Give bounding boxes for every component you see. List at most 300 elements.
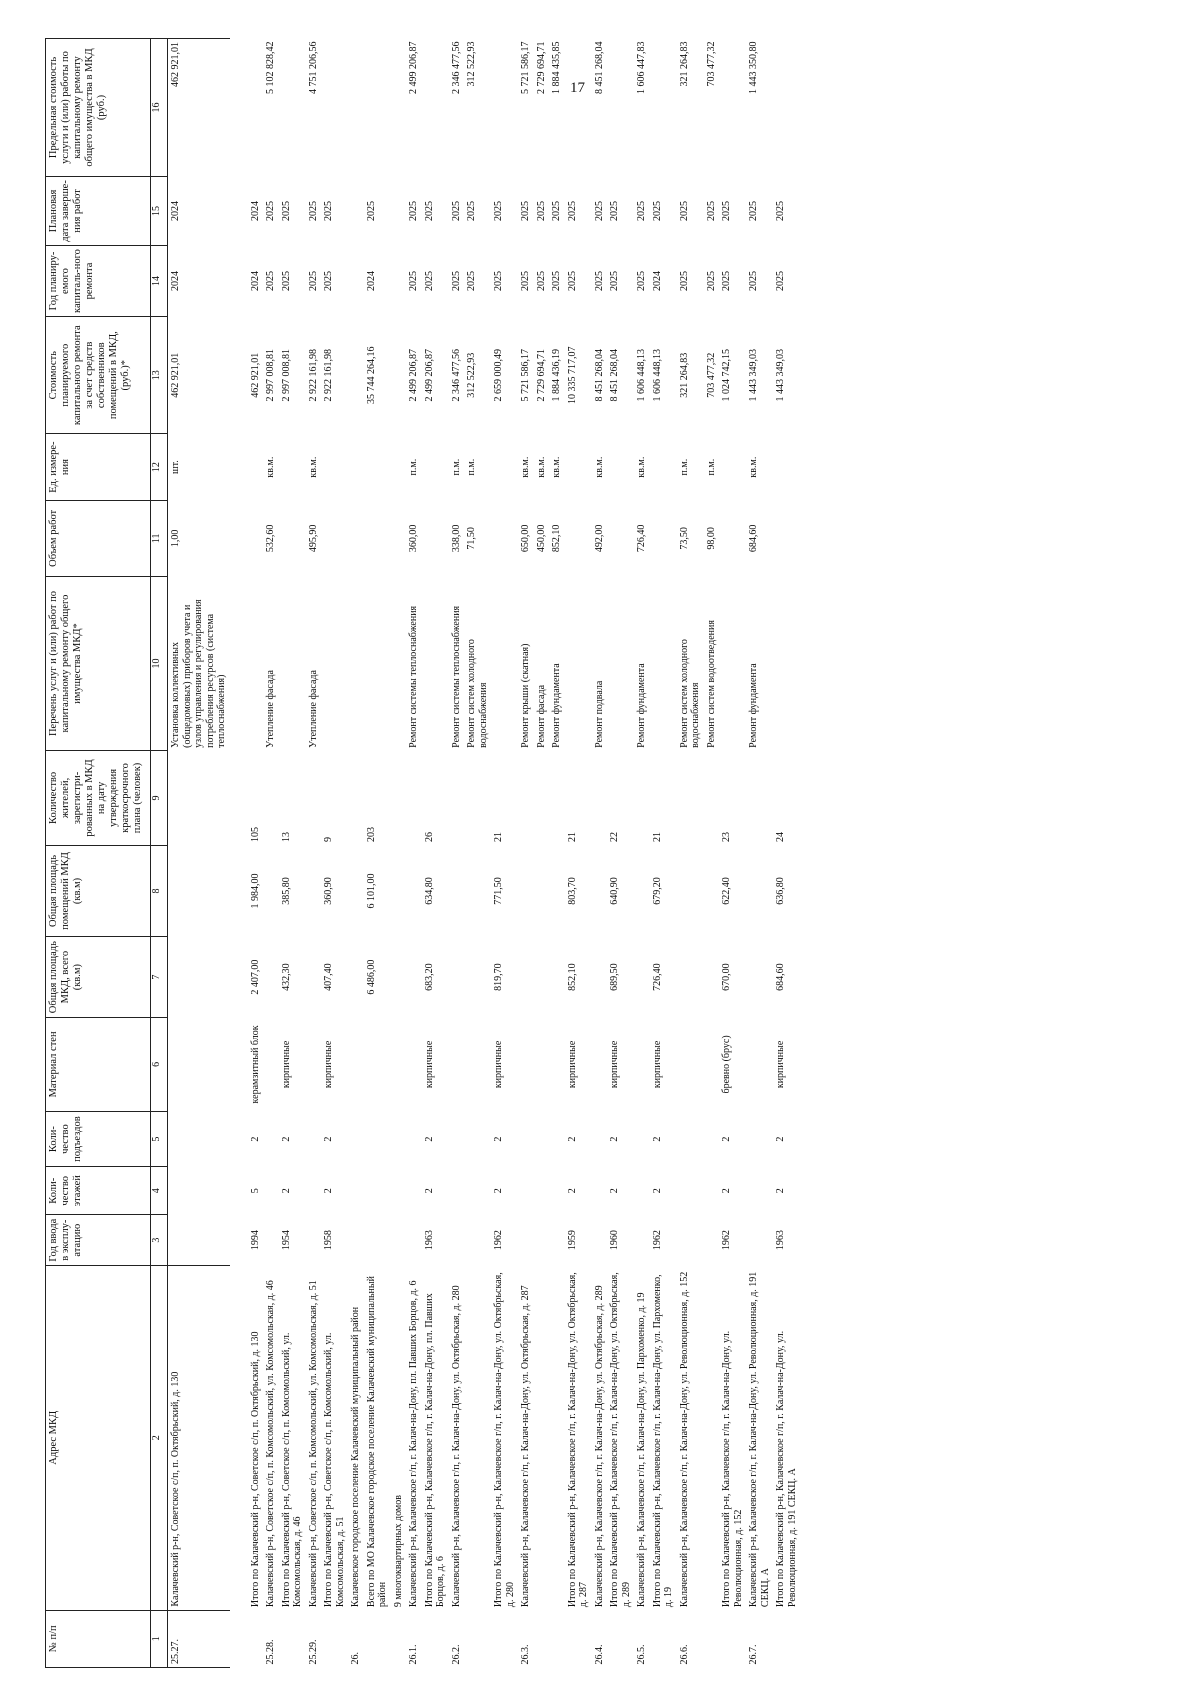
table-cell: 2024: [249, 271, 261, 292]
table-cell: 2024: [249, 200, 261, 221]
table-cell: 5: [249, 1188, 261, 1194]
table-cell: [306, 1112, 322, 1167]
table-cell: [677, 1112, 704, 1167]
table-cell: Итого по Калачевский р-н, Советское с/п, п. Октябрьский, д. 130: [249, 1331, 261, 1608]
table-row: [650, 39, 677, 1668]
table-cell: Калачевский р-н, Калачевское г/п, г. Калач-на-Дону, ул. Революционная, д. 152: [678, 1271, 690, 1608]
table-cell: [534, 1610, 550, 1667]
table-cell: 2025: [280, 200, 292, 221]
table-cell: Итого по Калачевский р-н, Калачевское г/п, г. Калач-на-Дону, пл. Павших Борцов, д. 6: [423, 1293, 446, 1608]
table-cell: 26.7.: [748, 1644, 759, 1665]
table-cell: [565, 39, 592, 177]
header-cell: Коли-чество подъездов: [46, 1112, 151, 1167]
table-cell: [230, 937, 248, 1017]
table-cell: [677, 751, 704, 845]
column-number: 15: [151, 176, 168, 245]
table-cell: [650, 576, 677, 751]
table-cell: 2 922 161,98: [323, 348, 334, 402]
table-cell: [549, 1215, 565, 1266]
table-cell: [406, 1215, 422, 1266]
table-cell: 26.4.: [593, 1644, 605, 1665]
table-cell: Ремонт системы теплоснабжения: [408, 605, 419, 748]
table-cell: 2: [721, 1188, 732, 1194]
table-cell: кв.м.: [535, 456, 547, 478]
table-cell: 10 335 717,07: [566, 346, 578, 404]
table-cell: [464, 1265, 491, 1610]
table-cell: [634, 1167, 650, 1215]
table-cell: [391, 1167, 407, 1215]
table-cell: 2024: [365, 271, 377, 292]
table-cell: 26.1.: [408, 1644, 419, 1665]
table-row: [491, 39, 518, 1668]
table-cell: кирпичные: [280, 1040, 292, 1089]
table-row: [534, 39, 550, 1668]
capital-repair-table: [45, 38, 800, 1668]
table-cell: [263, 1215, 279, 1266]
table-cell: 2: [493, 1136, 504, 1142]
table-cell: [677, 845, 704, 937]
table-cell: Калачевский р-н, Советское с/п, п. Октябрьский, д. 130: [168, 1265, 230, 1610]
table-cell: 2025: [535, 200, 547, 221]
table-cell: [348, 317, 364, 434]
table-cell: [518, 1112, 534, 1167]
table-cell: [348, 245, 364, 316]
table-cell: 8 451 268,04: [593, 348, 605, 402]
table-cell: 2025: [265, 200, 276, 221]
header-cell: Плановая дата заверше-ния работ: [46, 176, 151, 245]
table-cell: [677, 1167, 704, 1215]
table-cell: кв.м.: [520, 456, 531, 478]
table-cell: [391, 245, 407, 316]
table-cell: [650, 500, 677, 576]
table-cell: [348, 751, 364, 845]
table-cell: [422, 39, 449, 177]
table-cell: [306, 845, 322, 937]
table-cell: [565, 434, 592, 501]
table-cell: 6 101,00: [365, 873, 377, 909]
table-cell: 803,70: [566, 877, 578, 905]
table-cell: 1962: [493, 1230, 504, 1251]
table-cell: [391, 1017, 407, 1111]
table-row: [230, 39, 248, 1668]
table-cell: [279, 39, 306, 177]
table-cell: 2025: [466, 200, 477, 221]
table-cell: [677, 1017, 704, 1111]
table-cell: 2 346 477,56: [450, 41, 462, 94]
table-cell: 2: [651, 1136, 663, 1142]
table-cell: 26.5.: [636, 1644, 647, 1665]
table-cell: Ремонт систем водоотведения: [705, 620, 717, 748]
table-cell: [263, 1167, 279, 1215]
table-cell: [364, 434, 391, 501]
table-cell: [230, 434, 248, 501]
table-row: [677, 39, 704, 1668]
table-cell: 2025: [280, 271, 292, 292]
table-cell: [321, 39, 348, 177]
table-cell: [230, 845, 248, 937]
table-cell: 2025: [748, 271, 759, 292]
table-cell: Калачевский р-н, Калачевское г/п, г. Калач-на-Дону, ул. Октябрьская, д. 289: [593, 1285, 605, 1608]
table-cell: [746, 937, 773, 1017]
table-cell: 21: [566, 832, 578, 843]
table-cell: [592, 751, 608, 845]
column-number: 10: [151, 576, 168, 751]
table-cell: [607, 1610, 634, 1667]
table-cell: [406, 1167, 422, 1215]
table-cell: 2: [323, 1136, 334, 1142]
table-cell: 6 486,00: [365, 959, 377, 995]
table-cell: 5 721 586,17: [520, 41, 531, 94]
table-cell: [549, 1265, 565, 1610]
table-cell: [704, 1112, 720, 1167]
table-cell: 495,90: [307, 524, 319, 553]
table-cell: 462 921,01: [170, 352, 181, 398]
table-cell: Итого по Калачевский р-н, Калачевское г/п, г. Калач-на-Дону, ул. Революционная, д. 152: [721, 1330, 744, 1608]
table-cell: [391, 434, 407, 501]
table-cell: [464, 1112, 491, 1167]
table-cell: Итого по Калачевский р-н, Калачевское г/п, г. Калач-на-Дону, ул. Революционная, д. 191 СЕКЦ. А: [775, 1330, 798, 1608]
table-cell: 26.6.: [678, 1644, 690, 1665]
table-cell: 2025: [678, 200, 690, 221]
table-cell: 650,00: [520, 524, 531, 553]
table-cell: 1,00: [170, 529, 181, 548]
table-cell: [248, 39, 264, 177]
table-cell: 2025: [551, 271, 562, 292]
table-cell: 26.3.: [520, 1644, 531, 1665]
table-cell: [391, 1215, 407, 1266]
table-cell: [321, 434, 348, 501]
table-cell: 2025: [609, 200, 620, 221]
column-number: 11: [151, 500, 168, 576]
table-cell: кирпичные: [423, 1040, 435, 1089]
table-cell: 26.2.: [450, 1644, 462, 1665]
table-cell: [518, 937, 534, 1017]
header-cell: Год ввода в эксплу-атацию: [46, 1215, 151, 1266]
table-cell: [391, 500, 407, 576]
table-cell: 2025: [365, 200, 377, 221]
table-cell: [607, 39, 634, 177]
table-cell: [704, 1610, 720, 1667]
table-cell: [364, 1167, 391, 1215]
table-cell: [592, 937, 608, 1017]
header-cell: Общая площадь МКД, всего (кв.м): [46, 937, 151, 1017]
table-cell: [518, 845, 534, 937]
table-cell: 684,60: [748, 524, 759, 553]
table-cell: 98,00: [705, 527, 717, 550]
table-cell: 2025: [466, 271, 477, 292]
table-cell: [518, 1167, 534, 1215]
table-cell: [549, 1610, 565, 1667]
table-cell: [746, 1017, 773, 1111]
table-row: [321, 39, 348, 1668]
table-cell: п.м.: [408, 458, 419, 476]
table-cell: [650, 434, 677, 501]
table-cell: 726,40: [636, 524, 647, 553]
table-cell: [263, 1017, 279, 1111]
table-cell: Калачевский р-н, Советское с/п, п. Комсомольский, ул. Комсомольская, д. 51: [307, 1280, 319, 1608]
table-cell: [449, 751, 465, 845]
table-cell: Калачевский р-н, Калачевское г/п, г. Калач-на-Дону, ул. Пархоменко, д. 19: [636, 1292, 647, 1608]
table-cell: [263, 845, 279, 937]
table-cell: 23: [721, 832, 732, 843]
table-cell: 1 443 350,80: [748, 41, 759, 94]
table-cell: 105: [249, 827, 261, 843]
table-cell: 22: [609, 832, 620, 843]
table-cell: 2025: [566, 271, 578, 292]
table-cell: [230, 500, 248, 576]
table-cell: 1962: [721, 1230, 732, 1251]
table-cell: [719, 576, 746, 751]
table-cell: [534, 1265, 550, 1610]
table-cell: 1959: [566, 1230, 578, 1251]
table-cell: Установка коллективных (общедомовых) приборов учета и узлов управления и регулирования потребления ресурсов (система теплоснабжения): [170, 599, 227, 748]
table-cell: [592, 1112, 608, 1167]
table-cell: [677, 1215, 704, 1266]
table-cell: 25.28.: [265, 1639, 276, 1665]
table-cell: 640,90: [609, 877, 620, 905]
table-cell: [263, 937, 279, 1017]
table-cell: кв.м.: [636, 456, 647, 478]
table-cell: [391, 845, 407, 937]
header-row: [46, 39, 151, 1668]
table-cell: [491, 500, 518, 576]
table-cell: [406, 751, 422, 845]
table-cell: 2 499 206,87: [408, 41, 419, 94]
table-cell: 203: [365, 827, 377, 843]
table-cell: [279, 434, 306, 501]
table-cell: [491, 434, 518, 501]
table-cell: [306, 1215, 322, 1266]
table-cell: 2: [493, 1188, 504, 1194]
table-cell: [534, 1167, 550, 1215]
table-cell: [534, 937, 550, 1017]
table-cell: [364, 1215, 391, 1266]
table-cell: [704, 1265, 720, 1610]
table-cell: Итого по Калачевский р-н, Калачевское г/п, г. Калач-на-Дону, ул. Октябрьская, д. 287: [566, 1272, 589, 1608]
table-cell: [168, 1112, 230, 1167]
table-cell: 8 451 268,04: [593, 41, 605, 94]
table-cell: [634, 1017, 650, 1111]
table-cell: 2025: [323, 271, 334, 292]
table-cell: [746, 1215, 773, 1266]
table-cell: 2 729 694,71: [535, 348, 547, 402]
header-cell: Год планиру-емого капиталь-ного ремонта: [46, 245, 151, 316]
column-number-row: [151, 39, 168, 1668]
header-cell: Предельная стоимость услуги и (или) работы по капитальному ремонту общего имущества в МКД (руб.): [46, 39, 151, 177]
table-cell: 321 264,83: [678, 41, 690, 87]
table-cell: [565, 500, 592, 576]
table-row: [306, 39, 322, 1668]
table-cell: [491, 39, 518, 177]
table-cell: [391, 39, 407, 177]
table-cell: 2 659 000,49: [493, 348, 504, 402]
table-cell: 2025: [748, 200, 759, 221]
table-cell: 25.29.: [307, 1639, 319, 1665]
table-cell: [650, 1610, 677, 1667]
table-cell: [422, 434, 449, 501]
table-cell: [321, 500, 348, 576]
table-cell: 1962: [651, 1230, 663, 1251]
table-cell: [168, 1017, 230, 1111]
table-cell: [348, 1017, 364, 1111]
header-cell: Стоимость планируемого капитального ремонта за счет средств собственников помещений в МКД, (руб.)*: [46, 317, 151, 434]
column-number: 9: [151, 751, 168, 845]
table-cell: [534, 845, 550, 937]
table-cell: Ремонт крыши (скатная): [520, 643, 531, 748]
table-cell: [364, 1610, 391, 1667]
table-cell: [549, 1017, 565, 1111]
table-cell: п.м.: [450, 458, 462, 476]
table-cell: [677, 937, 704, 1017]
table-cell: [364, 500, 391, 576]
table-cell: 35 744 264,16: [365, 346, 377, 404]
table-row: [773, 39, 800, 1668]
table-cell: [549, 1167, 565, 1215]
table-cell: 2025: [775, 200, 786, 221]
table-body: [168, 39, 801, 1668]
table-cell: [565, 1610, 592, 1667]
table-row: [549, 39, 565, 1668]
table-cell: Ремонт фасада: [535, 684, 547, 748]
table-cell: 312 522,93: [466, 352, 477, 398]
table-cell: 2 499 206,87: [423, 348, 435, 402]
table-cell: [321, 576, 348, 751]
table-cell: 2 922 161,98: [307, 348, 319, 402]
table-cell: кирпичные: [775, 1040, 786, 1089]
table-cell: [719, 1610, 746, 1667]
table-cell: Ремонт систем холодного водоснабжения: [678, 639, 701, 748]
column-number: 5: [151, 1112, 168, 1167]
table-cell: [773, 500, 800, 576]
table-cell: 2 346 477,56: [450, 348, 462, 402]
table-cell: [306, 1017, 322, 1111]
table-cell: 2025: [593, 271, 605, 292]
rotated-table-container: [45, 38, 1200, 1668]
table-cell: [704, 751, 720, 845]
table-row: [406, 39, 422, 1668]
table-cell: 2025: [535, 271, 547, 292]
table-cell: Калачевский р-н, Советское с/п, п. Комсомольский, ул. Комсомольская, д. 46: [265, 1280, 276, 1608]
table-cell: 2025: [423, 271, 435, 292]
table-cell: [704, 1017, 720, 1111]
table-cell: [746, 845, 773, 937]
table-cell: [719, 39, 746, 177]
column-number: 2: [151, 1265, 168, 1610]
table-cell: 73,50: [678, 527, 690, 550]
table-cell: 819,70: [493, 963, 504, 991]
table-cell: 2025: [323, 200, 334, 221]
table-cell: 2025: [721, 271, 732, 292]
table-cell: [348, 1167, 364, 1215]
table-cell: [391, 176, 407, 245]
table-cell: [391, 751, 407, 845]
table-cell: [306, 1167, 322, 1215]
table-cell: 2025: [721, 200, 732, 221]
table-cell: 2 499 206,87: [408, 348, 419, 402]
table-cell: [391, 317, 407, 434]
table-cell: 2025: [775, 271, 786, 292]
table-cell: Ремонт фундамента: [748, 663, 759, 748]
table-cell: 26.: [350, 1652, 361, 1665]
table-cell: [364, 39, 391, 177]
table-cell: [592, 1215, 608, 1266]
table-cell: [704, 1167, 720, 1215]
table-cell: [704, 1215, 720, 1266]
table-cell: [634, 845, 650, 937]
table-cell: 2025: [636, 200, 647, 221]
table-cell: 1954: [280, 1230, 292, 1251]
table-cell: [650, 39, 677, 177]
table-cell: [248, 1610, 264, 1667]
table-cell: [391, 576, 407, 751]
table-cell: 532,60: [265, 524, 276, 553]
table-cell: [348, 176, 364, 245]
table-cell: Ремонт подвала: [593, 680, 605, 748]
table-cell: [168, 845, 230, 937]
table-cell: [230, 1265, 248, 1610]
table-cell: 2025: [520, 271, 531, 292]
table-row: [168, 39, 230, 1668]
table-cell: [634, 751, 650, 845]
table-cell: 2: [566, 1188, 578, 1194]
table-cell: [279, 1610, 306, 1667]
table-cell: [464, 845, 491, 937]
column-number: 4: [151, 1167, 168, 1215]
table-cell: 26: [423, 832, 435, 843]
column-number: 8: [151, 845, 168, 937]
table-cell: 71,50: [466, 527, 477, 550]
table-cell: [168, 937, 230, 1017]
table-cell: [534, 1112, 550, 1167]
table-cell: 360,90: [323, 877, 334, 905]
table-cell: кирпичные: [493, 1040, 504, 1089]
header-cell: Адрес МКД: [46, 1265, 151, 1610]
table-cell: 1 024 742,15: [721, 348, 732, 402]
table-cell: [422, 500, 449, 576]
table-cell: Ремонт фундамента: [636, 663, 647, 748]
table-cell: 360,00: [408, 524, 419, 553]
table-cell: 2025: [265, 271, 276, 292]
table-cell: [230, 317, 248, 434]
column-number: 12: [151, 434, 168, 501]
table-cell: [449, 1112, 465, 1167]
table-row: [449, 39, 465, 1668]
table-cell: кв.м.: [593, 456, 605, 478]
table-cell: [464, 1017, 491, 1111]
header-cell: Перечень услуг и (или) работ по капитальному ремонту общего имущества МКД*: [46, 576, 151, 751]
table-cell: 2025: [423, 200, 435, 221]
table-cell: [348, 434, 364, 501]
table-cell: [422, 576, 449, 751]
table-cell: [449, 845, 465, 937]
table-cell: 2: [609, 1188, 620, 1194]
table-cell: кв.м.: [551, 456, 562, 478]
table-cell: 2025: [678, 271, 690, 292]
table-cell: [248, 434, 264, 501]
header-cell: Общая площадь помещений МКД (кв.м): [46, 845, 151, 937]
table-cell: 2025: [520, 200, 531, 221]
table-cell: 670,00: [721, 963, 732, 991]
table-cell: Калачевское городское поселение Калачевский муниципальный район: [350, 1306, 361, 1608]
table-cell: 1960: [609, 1230, 620, 1251]
table-cell: [364, 576, 391, 751]
table-cell: [248, 500, 264, 576]
table-row: [422, 39, 449, 1668]
table-cell: [348, 39, 364, 177]
table-cell: 683,20: [423, 963, 435, 991]
table-cell: 2: [775, 1136, 786, 1142]
table-cell: [230, 1610, 248, 1667]
